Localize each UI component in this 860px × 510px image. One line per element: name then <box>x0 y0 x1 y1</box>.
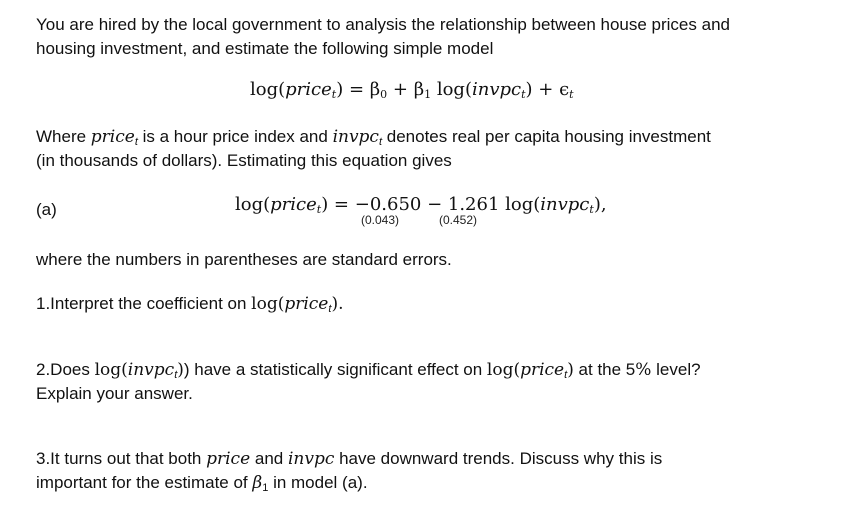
question-2-line-2: Explain your answer. <box>36 384 193 403</box>
model-equation: log(price$_t$) = $\beta_0 + \beta_1$ log(invpc$_t$) + $\epsilon_t$ <box>250 79 574 101</box>
question-2-line-1: 2.Does log(invpc$_t$)) have a statistically significant effect on log(price$_t$) at the 5% level? <box>36 360 701 381</box>
estimated-equation: log(price$_t$) = −0.650 − 1.261 log(invpc$_t$), <box>235 194 607 216</box>
standard-errors-note: where the numbers in parentheses are standard errors. <box>36 250 452 269</box>
estimate-label: (a) <box>36 200 57 219</box>
where-line-2: (in thousands of dollars). Estimating this equation gives <box>36 151 452 170</box>
question-1: 1.Interpret the coefficient on log(price$_t$). <box>36 294 344 315</box>
intro-line-1: You are hired by the local government to analysis the relationship between house prices and <box>36 15 730 34</box>
where-line-1: Where price$_t$ is a hour price index and invpc$_t$ denotes real per capita housing investment <box>36 127 711 148</box>
question-3-line-1: 3.It turns out that both price and invpc have downward trends. Discuss why this is <box>36 449 663 469</box>
se-slope: (0.452) <box>439 213 478 227</box>
se-intercept: (0.043) <box>361 213 400 227</box>
intro-line-2: housing investment, and estimate the following simple model <box>36 39 494 58</box>
question-3-line-2: important for the estimate of $\beta_1$ in model (a). <box>36 473 368 494</box>
